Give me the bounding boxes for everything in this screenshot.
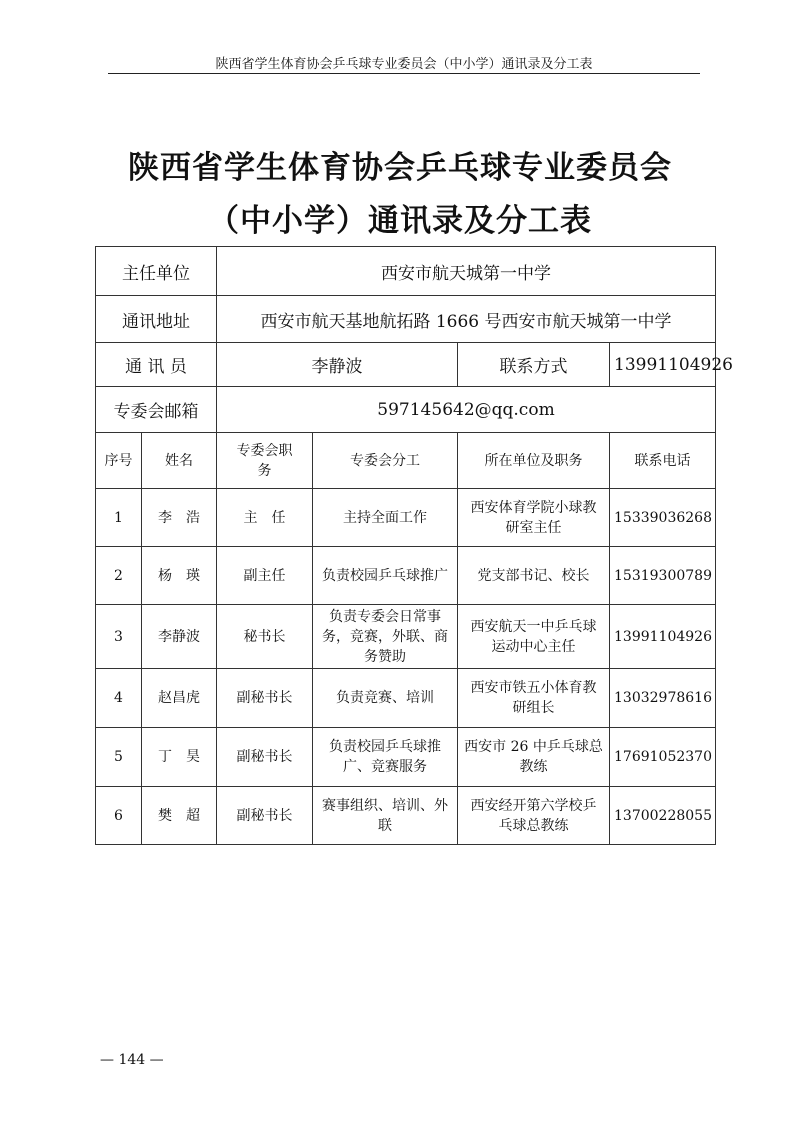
cell-post: 副主任	[217, 547, 313, 605]
cell-no: 2	[96, 547, 142, 605]
page-title: 陕西省学生体育协会乒乓球专业委员会	[128, 150, 672, 186]
table-row	[96, 489, 716, 547]
cell-unit: 西安航天一中乒乓球运动中心主任	[458, 605, 610, 669]
table-row	[96, 547, 716, 605]
table-row	[96, 605, 716, 669]
cell-no: 3	[96, 605, 142, 669]
cell-duty: 负责竞赛、培训	[313, 669, 458, 728]
contact-row	[96, 343, 716, 387]
cell-unit: 西安体育学院小球教研室主任	[458, 489, 610, 547]
running-header: 陕西省学生体育协会乒乓球专业委员会（中小学）通讯录及分工表	[215, 57, 593, 72]
email-row	[96, 387, 716, 433]
address-row	[96, 296, 716, 343]
cell-tel: 13700228055	[610, 787, 716, 845]
column-header-row	[96, 433, 716, 489]
cell-unit: 西安市 26 中乒乓球总教练	[458, 728, 610, 787]
column-header: 联系电话	[610, 433, 716, 489]
cell-no: 4	[96, 669, 142, 728]
cell-name: 杨 瑛	[142, 547, 217, 605]
cell-duty: 负责校园乒乓球推广	[313, 547, 458, 605]
cell-duty: 赛事组织、培训、外联	[313, 787, 458, 845]
directory-table	[95, 246, 733, 845]
address-label: 通讯地址	[96, 296, 217, 343]
host-value: 西安市航天城第一中学	[217, 247, 716, 296]
header-rule	[108, 73, 700, 74]
page-subtitle: （中小学）通讯录及分工表	[208, 203, 592, 239]
table-row	[96, 728, 716, 787]
cell-unit: 西安市铁五小体育教研组长	[458, 669, 610, 728]
email-label: 专委会邮箱	[96, 387, 217, 433]
host-row	[96, 247, 716, 296]
column-header: 专委会分工	[313, 433, 458, 489]
contact-label: 通 讯 员	[96, 343, 217, 387]
cell-tel: 17691052370	[610, 728, 716, 787]
cell-no: 1	[96, 489, 142, 547]
table-row	[96, 787, 716, 845]
cell-post: 副秘书长	[217, 728, 313, 787]
cell-name: 李静波	[142, 605, 217, 669]
cell-unit: 西安经开第六学校乒乓球总教练	[458, 787, 610, 845]
cell-duty: 负责校园乒乓球推广、竞赛服务	[313, 728, 458, 787]
cell-post: 秘书长	[217, 605, 313, 669]
cell-name: 樊 超	[142, 787, 217, 845]
contact-value: 李静波	[217, 343, 458, 387]
email-value[interactable]: 597145642@qq.com	[217, 387, 716, 433]
cell-no: 5	[96, 728, 142, 787]
cell-duty: 主持全面工作	[313, 489, 458, 547]
cell-unit: 党支部书记、校长	[458, 547, 610, 605]
cell-duty: 负责专委会日常事务，竞赛，外联、商务赞助	[313, 605, 458, 669]
column-header: 序号	[96, 433, 142, 489]
cell-name: 李 浩	[142, 489, 217, 547]
cell-post: 副秘书长	[217, 787, 313, 845]
cell-no: 6	[96, 787, 142, 845]
table-row	[96, 669, 716, 728]
cell-post: 主 任	[217, 489, 313, 547]
cell-tel: 15339036268	[610, 489, 716, 547]
column-header: 姓名	[142, 433, 217, 489]
cell-post: 副秘书长	[217, 669, 313, 728]
page-number: — 144 —	[100, 1052, 164, 1068]
address-value: 西安市航天基地航拓路 1666 号西安市航天城第一中学	[217, 296, 716, 343]
phone-label: 联系方式	[458, 343, 610, 387]
phone-value: 13991104926	[610, 343, 716, 387]
host-label: 主任单位	[96, 247, 217, 296]
column-header: 专委会职务	[217, 433, 313, 489]
cell-tel: 13032978616	[610, 669, 716, 728]
cell-name: 丁 昊	[142, 728, 217, 787]
cell-tel: 15319300789	[610, 547, 716, 605]
cell-tel: 13991104926	[610, 605, 716, 669]
column-header: 所在单位及职务	[458, 433, 610, 489]
cell-name: 赵昌虎	[142, 669, 217, 728]
